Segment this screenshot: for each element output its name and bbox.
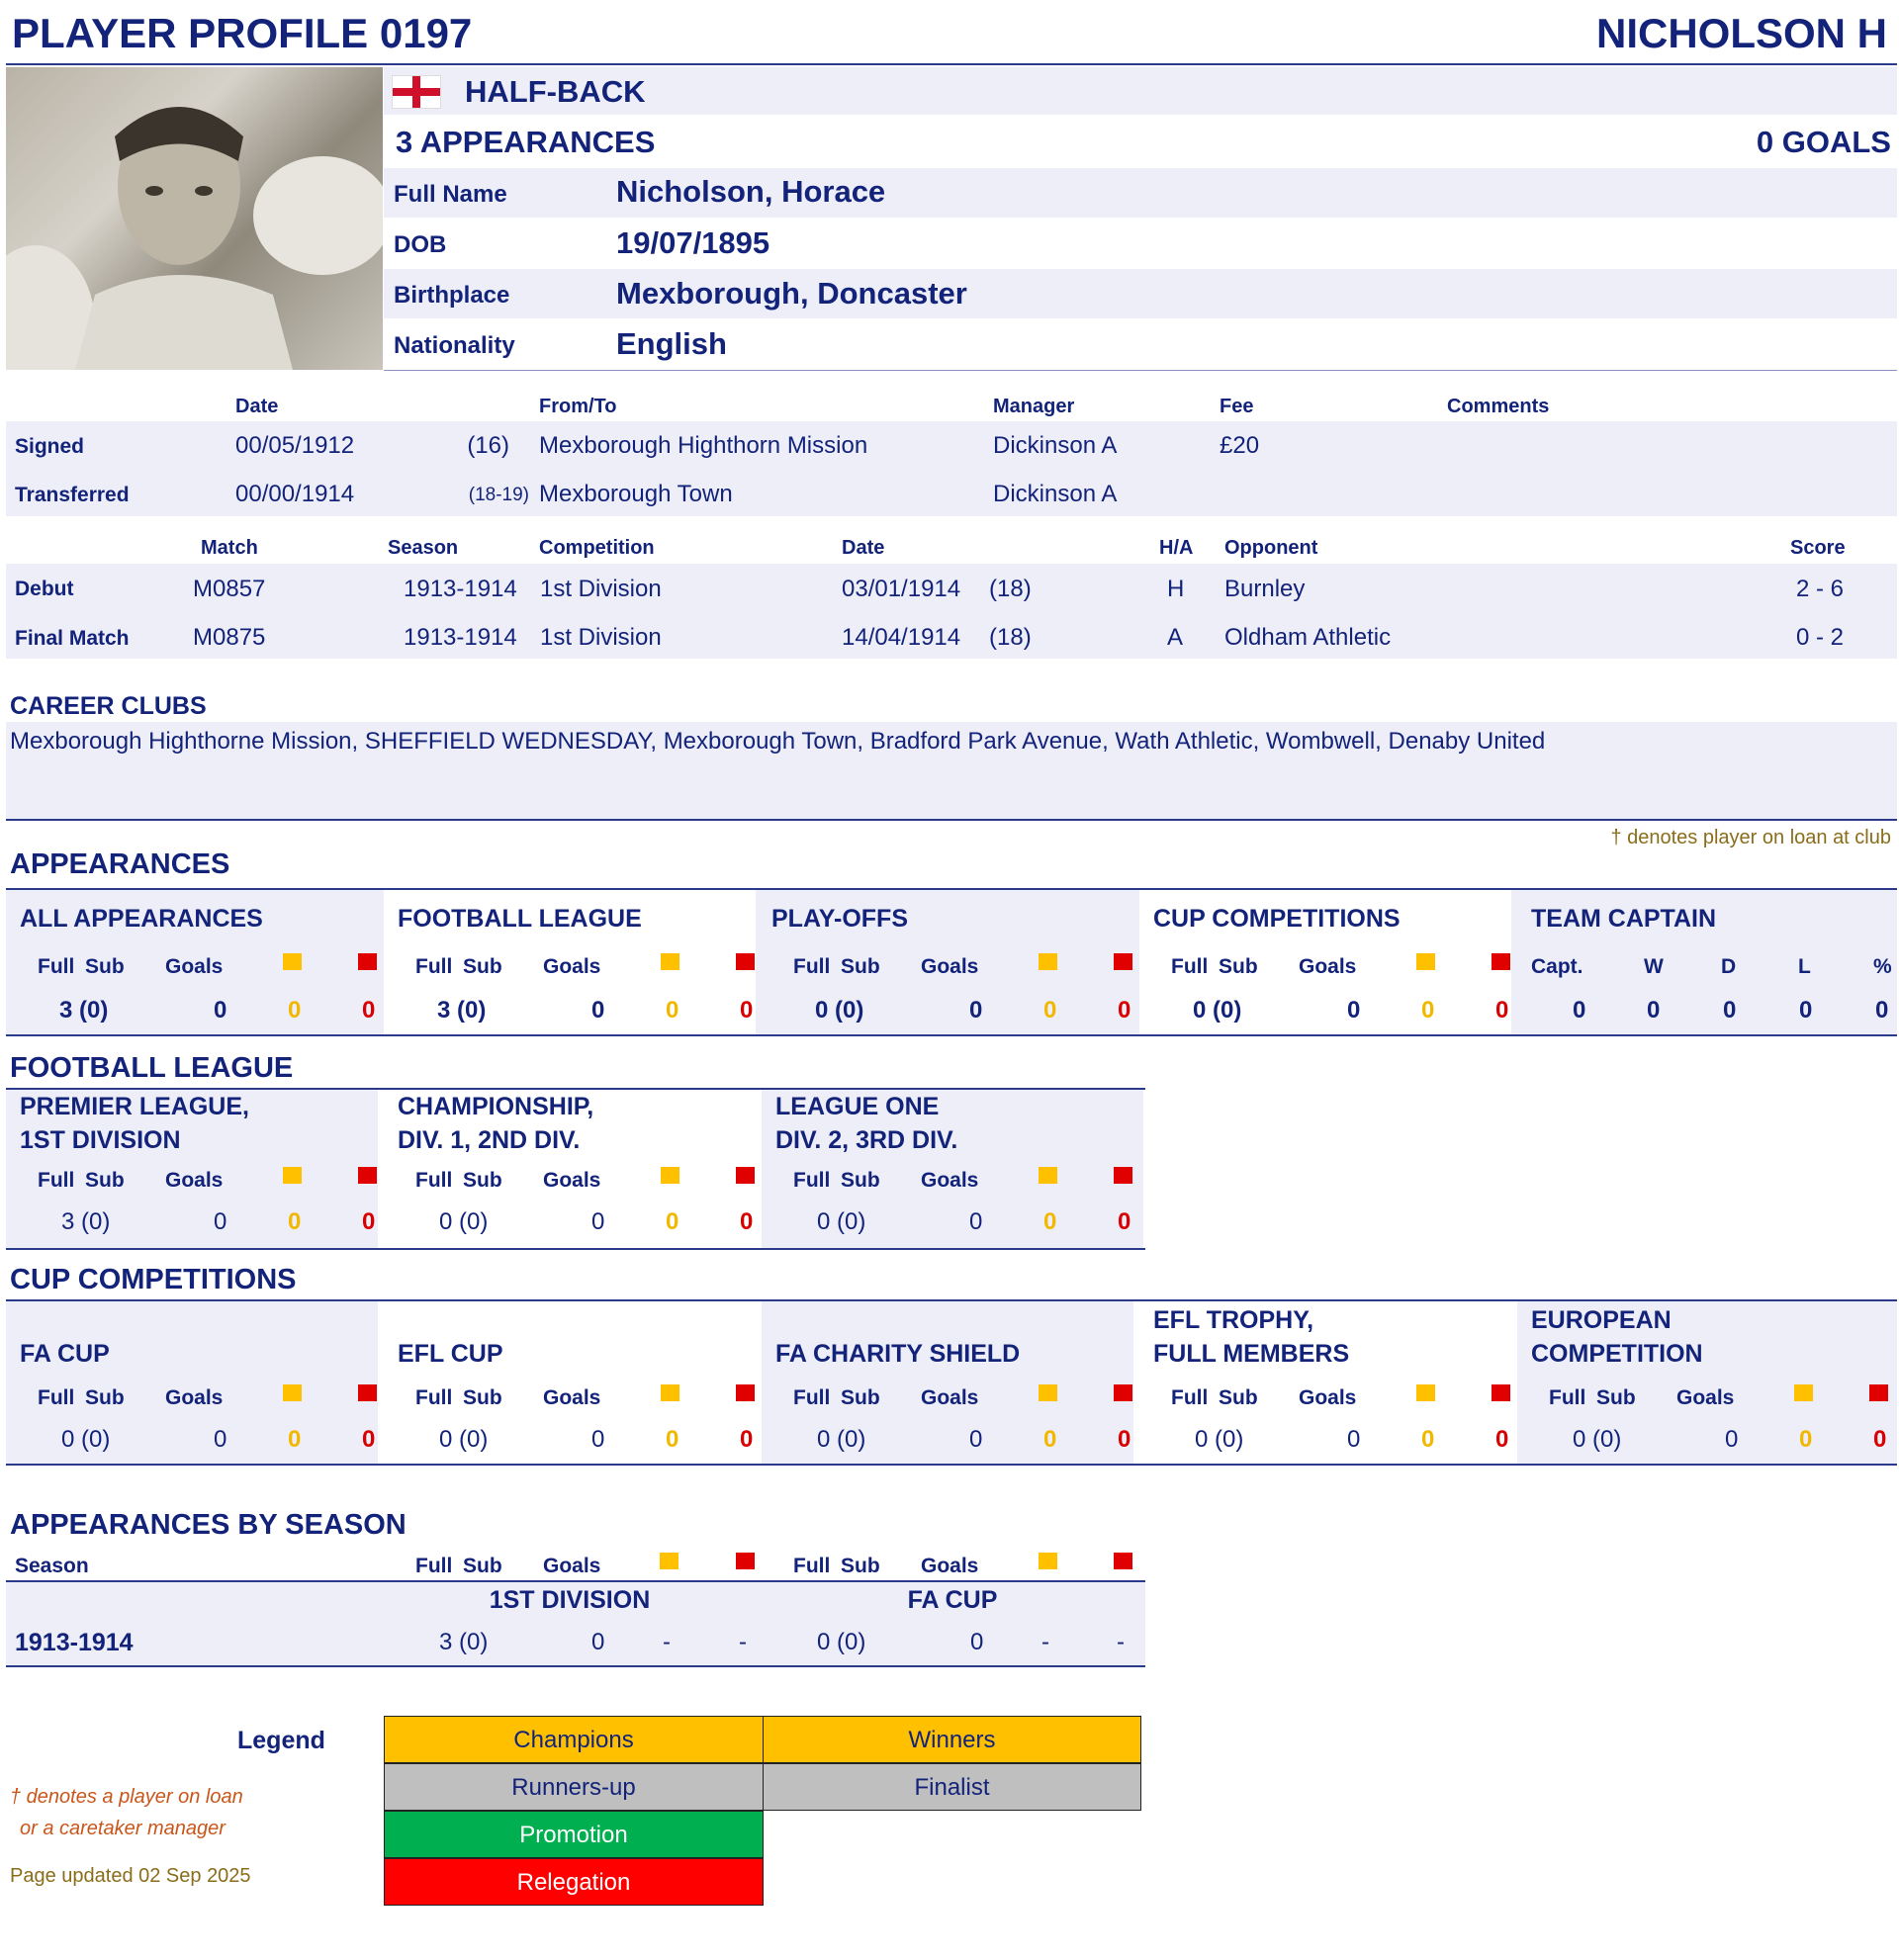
apps-value: 0 (0) bbox=[61, 1426, 111, 1453]
col-sub: Sub bbox=[85, 955, 125, 978]
goals-value: 0 bbox=[214, 997, 227, 1024]
yellow-value: 0 bbox=[1799, 1426, 1813, 1453]
player-photo bbox=[6, 67, 383, 370]
col-goals: Goals bbox=[1299, 955, 1357, 978]
col-capt: Capt. bbox=[1531, 955, 1583, 978]
col-goals: Goals bbox=[921, 1386, 979, 1409]
goals-value: 0 bbox=[591, 1208, 605, 1235]
goals-value: 0 bbox=[1725, 1426, 1739, 1453]
yellow-value: 0 bbox=[1043, 1208, 1057, 1235]
red-card-icon bbox=[1492, 953, 1510, 970]
match-label-debut: Debut bbox=[15, 578, 74, 600]
panel-league-one bbox=[762, 1090, 1143, 1248]
legend-note-2: or a caretaker manager bbox=[20, 1818, 226, 1839]
player-name-title: NICHOLSON H bbox=[1596, 10, 1887, 56]
panel-title-line2: DIV. 2, 3RD DIV. bbox=[775, 1126, 958, 1154]
match-header-score: Score bbox=[1790, 537, 1846, 559]
match-date-debut: 03/01/1914 bbox=[842, 576, 961, 602]
d-value: 0 bbox=[1723, 997, 1737, 1024]
red-value: 0 bbox=[740, 1208, 754, 1235]
yellow-value: 0 bbox=[288, 1426, 302, 1453]
by-season-bottom-rule bbox=[6, 1665, 1145, 1667]
red-card-icon bbox=[1869, 1384, 1888, 1401]
col-sub: Sub bbox=[841, 1555, 880, 1577]
bio-value-dob: 19/07/1895 bbox=[616, 225, 770, 260]
panel-play-offs bbox=[762, 890, 1133, 1034]
panel-fa-cup bbox=[6, 1301, 378, 1464]
transfer-header-comments: Comments bbox=[1447, 396, 1550, 417]
red-card-icon bbox=[358, 953, 377, 970]
panel-title-line1: EUROPEAN bbox=[1531, 1306, 1672, 1334]
w-value: 0 bbox=[1647, 997, 1661, 1024]
red-card-icon bbox=[358, 1384, 377, 1401]
season-group-1st-division: 1ST DIVISION bbox=[489, 1586, 651, 1614]
col-d: D bbox=[1721, 955, 1737, 978]
col-pct: % bbox=[1873, 955, 1892, 978]
appearances-title: APPEARANCES bbox=[10, 848, 230, 880]
panel-title: FOOTBALL LEAGUE bbox=[398, 905, 642, 933]
bio-value-nationality: English bbox=[616, 326, 727, 361]
match-header-season: Season bbox=[388, 537, 459, 559]
goals-value: 0 bbox=[969, 1208, 983, 1235]
col-sub: Sub bbox=[841, 1169, 880, 1192]
col-full: Full bbox=[1549, 1386, 1586, 1409]
match-season-final: 1913-1914 bbox=[404, 624, 517, 651]
appearances-bottom-rule bbox=[6, 1034, 1897, 1036]
red-card-icon bbox=[1114, 1384, 1132, 1401]
legend-runners-up: Runners-up bbox=[384, 1763, 764, 1811]
col-full: Full bbox=[793, 1169, 831, 1192]
apps-value: 0 (0) bbox=[1195, 1426, 1244, 1453]
transfer-manager-signed: Dickinson A bbox=[993, 432, 1118, 459]
match-season-debut: 1913-1914 bbox=[404, 576, 517, 602]
season-g2-apps: 0 (0) bbox=[817, 1629, 866, 1655]
goals-value: 0 bbox=[214, 1208, 227, 1235]
yellow-card-icon bbox=[1794, 1384, 1813, 1401]
red-card-icon bbox=[1114, 1167, 1132, 1184]
panel-title: ALL APPEARANCES bbox=[20, 905, 263, 933]
yellow-card-icon bbox=[283, 1384, 302, 1401]
match-header-ha: H/A bbox=[1159, 537, 1194, 559]
panel-title-line2: DIV. 1, 2ND DIV. bbox=[398, 1126, 581, 1154]
red-card-icon bbox=[358, 1167, 377, 1184]
match-header-match: Match bbox=[201, 537, 258, 559]
panel-championship bbox=[384, 1090, 756, 1248]
football-league-bottom-rule bbox=[6, 1248, 1145, 1250]
cup-competitions-title: CUP COMPETITIONS bbox=[10, 1264, 297, 1295]
goals-value: 0 bbox=[969, 1426, 983, 1453]
goals-value: 0 bbox=[591, 997, 605, 1024]
legend-promotion: Promotion bbox=[384, 1811, 764, 1858]
transfer-date-signed: 00/05/1912 bbox=[235, 432, 355, 459]
bio-value-birthplace: Mexborough, Doncaster bbox=[616, 276, 967, 311]
panel-efl-trophy bbox=[1139, 1301, 1511, 1464]
legend-winners: Winners bbox=[763, 1716, 1141, 1763]
yellow-value: 0 bbox=[288, 1208, 302, 1235]
yellow-card-icon bbox=[283, 953, 302, 970]
football-league-title: FOOTBALL LEAGUE bbox=[10, 1052, 294, 1084]
yellow-card-icon bbox=[660, 1553, 678, 1569]
goals-value: 0 bbox=[1347, 997, 1361, 1024]
red-card-icon bbox=[1114, 1553, 1132, 1569]
red-card-icon bbox=[736, 953, 755, 970]
match-score-final: 0 - 2 bbox=[1796, 624, 1845, 651]
transfer-header-fromto: From/To bbox=[539, 396, 617, 417]
bio-label-fullname: Full Name bbox=[394, 181, 507, 208]
match-opponent-debut: Burnley bbox=[1224, 576, 1306, 602]
col-goals: Goals bbox=[543, 955, 601, 978]
panel-cup-competitions bbox=[1139, 890, 1511, 1034]
apps-value: 0 (0) bbox=[817, 1208, 866, 1235]
match-score-debut: 2 - 6 bbox=[1796, 576, 1845, 602]
bio-band-1 bbox=[384, 168, 1897, 218]
col-full: Full bbox=[38, 1386, 75, 1409]
col-full: Full bbox=[1171, 955, 1209, 978]
career-clubs-title: CAREER CLUBS bbox=[10, 692, 207, 720]
season-g2-yellow: - bbox=[1041, 1629, 1049, 1655]
season-group-fa-cup: FA CUP bbox=[907, 1586, 998, 1614]
red-card-icon bbox=[736, 1553, 755, 1569]
red-card-icon bbox=[736, 1167, 755, 1184]
cups-bottom-rule bbox=[6, 1464, 1897, 1466]
bio-label-birthplace: Birthplace bbox=[394, 282, 510, 309]
col-goals: Goals bbox=[165, 1169, 224, 1192]
bio-label-dob: DOB bbox=[394, 231, 447, 258]
yellow-card-icon bbox=[1039, 1167, 1057, 1184]
red-value: 0 bbox=[1495, 997, 1509, 1024]
apps-value: 0 (0) bbox=[1193, 997, 1242, 1024]
transfer-label-signed: Signed bbox=[15, 435, 85, 458]
match-competition-final: 1st Division bbox=[540, 624, 662, 651]
red-card-icon bbox=[1492, 1384, 1510, 1401]
transfer-label-transferred: Transferred bbox=[15, 484, 130, 506]
yellow-card-icon bbox=[1416, 953, 1435, 970]
apps-value: 0 (0) bbox=[1573, 1426, 1622, 1453]
legend-relegation: Relegation bbox=[384, 1858, 764, 1906]
col-l: L bbox=[1798, 955, 1811, 978]
panel-title-line2: COMPETITION bbox=[1531, 1340, 1703, 1368]
goals-value: 0 bbox=[591, 1426, 605, 1453]
apps-value: 0 (0) bbox=[439, 1208, 489, 1235]
col-full: Full bbox=[793, 955, 831, 978]
yellow-card-icon bbox=[1039, 1553, 1057, 1569]
col-sub: Sub bbox=[1219, 1386, 1258, 1409]
col-full: Full bbox=[415, 1169, 453, 1192]
bio-label-nationality: Nationality bbox=[394, 332, 515, 359]
col-sub: Sub bbox=[1596, 1386, 1636, 1409]
loan-note: † denotes player on loan at club bbox=[1610, 827, 1891, 848]
col-sub: Sub bbox=[463, 1555, 502, 1577]
yellow-value: 0 bbox=[288, 997, 302, 1024]
col-sub: Sub bbox=[841, 955, 880, 978]
panel-title-line2: FULL MEMBERS bbox=[1153, 1340, 1350, 1368]
yellow-value: 0 bbox=[666, 1426, 679, 1453]
panel-team-captain bbox=[1517, 890, 1897, 1034]
match-competition-debut: 1st Division bbox=[540, 576, 662, 602]
transfer-header-date: Date bbox=[235, 396, 279, 417]
red-value: 0 bbox=[362, 1208, 376, 1235]
col-season: Season bbox=[15, 1555, 89, 1577]
match-id-final: M0875 bbox=[193, 624, 266, 651]
col-full: Full bbox=[38, 955, 75, 978]
red-value: 0 bbox=[1118, 997, 1131, 1024]
england-flag-icon bbox=[392, 75, 441, 109]
panel-all-appearances bbox=[6, 890, 378, 1034]
col-w: W bbox=[1644, 955, 1664, 978]
col-sub: Sub bbox=[463, 955, 502, 978]
legend-finalist: Finalist bbox=[763, 1763, 1141, 1811]
col-full: Full bbox=[415, 955, 453, 978]
transfer-manager-transferred: Dickinson A bbox=[993, 481, 1118, 507]
red-value: 0 bbox=[362, 1426, 376, 1453]
col-goals: Goals bbox=[921, 1169, 979, 1192]
match-id-debut: M0857 bbox=[193, 576, 266, 602]
apps-value: 0 (0) bbox=[439, 1426, 489, 1453]
career-clubs-list: Mexborough Highthorne Mission, SHEFFIELD WEDNESDAY, Mexborough Town, Bradford Park Avenue, Wath Athletic, Wombwell, Denaby United bbox=[10, 728, 1546, 755]
match-header-date: Date bbox=[842, 537, 885, 559]
apps-value: 0 (0) bbox=[817, 1426, 866, 1453]
panel-title-line2: 1ST DIVISION bbox=[20, 1126, 181, 1154]
transfer-header-fee: Fee bbox=[1220, 396, 1254, 417]
apps-value: 0 (0) bbox=[815, 997, 864, 1024]
legend-note-1: † denotes a player on loan bbox=[10, 1786, 243, 1808]
match-ha-debut: H bbox=[1167, 576, 1185, 602]
yellow-value: 0 bbox=[1043, 1426, 1057, 1453]
pct-value: 0 bbox=[1875, 997, 1889, 1024]
col-full: Full bbox=[38, 1169, 75, 1192]
col-full: Full bbox=[415, 1555, 453, 1577]
red-value: 0 bbox=[740, 1426, 754, 1453]
header-rule bbox=[6, 63, 1897, 65]
red-card-icon bbox=[1114, 953, 1132, 970]
panel-efl-cup bbox=[384, 1301, 756, 1464]
col-goals: Goals bbox=[543, 1386, 601, 1409]
apps-value: 3 (0) bbox=[59, 997, 109, 1024]
total-appearances: 3 APPEARANCES bbox=[396, 125, 656, 159]
col-goals: Goals bbox=[543, 1169, 601, 1192]
red-value: 0 bbox=[1118, 1208, 1131, 1235]
col-goals: Goals bbox=[1299, 1386, 1357, 1409]
bio-rule bbox=[384, 370, 1897, 371]
yellow-value: 0 bbox=[1421, 1426, 1435, 1453]
red-value: 0 bbox=[740, 997, 754, 1024]
career-rule bbox=[6, 819, 1897, 821]
col-sub: Sub bbox=[463, 1386, 502, 1409]
panel-title-line1: EFL TROPHY, bbox=[1153, 1306, 1314, 1334]
by-season-title: APPEARANCES BY SEASON bbox=[10, 1509, 407, 1541]
red-value: 0 bbox=[362, 997, 376, 1024]
legend-title: Legend bbox=[237, 1727, 325, 1754]
transfer-age-transferred: (18-19) bbox=[468, 485, 529, 505]
transfer-club-signed: Mexborough Highthorn Mission bbox=[539, 432, 868, 459]
yellow-card-icon bbox=[283, 1167, 302, 1184]
season-g1-goals: 0 bbox=[591, 1629, 605, 1655]
match-header-competition: Competition bbox=[539, 537, 655, 559]
season-row-label: 1913-1914 bbox=[15, 1629, 134, 1656]
match-age-final: (18) bbox=[989, 624, 1032, 651]
yellow-card-icon bbox=[1416, 1384, 1435, 1401]
col-full: Full bbox=[415, 1386, 453, 1409]
red-value: 0 bbox=[1495, 1426, 1509, 1453]
goals-value: 0 bbox=[1347, 1426, 1361, 1453]
match-label-final: Final Match bbox=[15, 627, 130, 650]
total-goals: 0 GOALS bbox=[1756, 125, 1891, 159]
panel-title: PLAY-OFFS bbox=[771, 905, 908, 933]
panel-title: TEAM CAPTAIN bbox=[1531, 905, 1717, 933]
panel-title-line2: EFL CUP bbox=[398, 1340, 503, 1368]
panel-fa-charity-shield bbox=[762, 1301, 1133, 1464]
col-full: Full bbox=[793, 1555, 831, 1577]
yellow-card-icon bbox=[661, 1167, 679, 1184]
bio-band-2 bbox=[384, 269, 1897, 318]
col-sub: Sub bbox=[85, 1386, 125, 1409]
panel-title-line1: CHAMPIONSHIP, bbox=[398, 1093, 594, 1120]
page-updated: Page updated 02 Sep 2025 bbox=[10, 1865, 251, 1887]
yellow-value: 0 bbox=[666, 997, 679, 1024]
panel-title-line1: LEAGUE ONE bbox=[775, 1093, 940, 1120]
transfer-age-signed: (16) bbox=[467, 432, 509, 459]
col-full: Full bbox=[793, 1386, 831, 1409]
yellow-value: 0 bbox=[666, 1208, 679, 1235]
season-g2-red: - bbox=[1117, 1629, 1125, 1655]
yellow-card-icon bbox=[661, 1384, 679, 1401]
yellow-card-icon bbox=[661, 953, 679, 970]
col-sub: Sub bbox=[463, 1169, 502, 1192]
col-goals: Goals bbox=[921, 955, 979, 978]
l-value: 0 bbox=[1799, 997, 1813, 1024]
panel-premier-league bbox=[6, 1090, 378, 1248]
col-goals: Goals bbox=[165, 955, 224, 978]
col-goals: Goals bbox=[921, 1555, 979, 1577]
apps-value: 3 (0) bbox=[61, 1208, 111, 1235]
col-goals: Goals bbox=[543, 1555, 601, 1577]
goals-value: 0 bbox=[969, 997, 983, 1024]
capt-value: 0 bbox=[1573, 997, 1586, 1024]
panel-title-line1: PREMIER LEAGUE, bbox=[20, 1093, 249, 1120]
red-card-icon bbox=[736, 1384, 755, 1401]
match-date-final: 14/04/1914 bbox=[842, 624, 961, 651]
col-full: Full bbox=[1171, 1386, 1209, 1409]
panel-title: CUP COMPETITIONS bbox=[1153, 905, 1401, 933]
apps-value: 3 (0) bbox=[437, 997, 487, 1024]
red-value: 0 bbox=[1873, 1426, 1887, 1453]
match-header-opponent: Opponent bbox=[1224, 537, 1318, 559]
legend-champions: Champions bbox=[384, 1716, 764, 1763]
match-opponent-final: Oldham Athletic bbox=[1224, 624, 1392, 651]
yellow-value: 0 bbox=[1421, 997, 1435, 1024]
player-position: HALF-BACK bbox=[465, 74, 646, 109]
transfer-date-transferred: 00/00/1914 bbox=[235, 481, 355, 507]
col-goals: Goals bbox=[1676, 1386, 1735, 1409]
panel-title-line2: FA CUP bbox=[20, 1340, 110, 1368]
transfer-fee-signed: £20 bbox=[1220, 432, 1260, 459]
panel-title-line2: FA CHARITY SHIELD bbox=[775, 1340, 1021, 1368]
season-g2-goals: 0 bbox=[970, 1629, 984, 1655]
season-g1-red: - bbox=[739, 1629, 747, 1655]
bio-value-fullname: Nicholson, Horace bbox=[616, 174, 886, 209]
panel-football-league bbox=[384, 890, 756, 1034]
col-sub: Sub bbox=[85, 1169, 125, 1192]
season-g1-apps: 3 (0) bbox=[439, 1629, 489, 1655]
transfer-header-manager: Manager bbox=[993, 396, 1075, 417]
match-age-debut: (18) bbox=[989, 576, 1032, 602]
yellow-card-icon bbox=[1039, 1384, 1057, 1401]
profile-title: PLAYER PROFILE 0197 bbox=[12, 10, 473, 56]
col-goals: Goals bbox=[165, 1386, 224, 1409]
panel-european-competition bbox=[1517, 1301, 1897, 1464]
red-value: 0 bbox=[1118, 1426, 1131, 1453]
match-ha-final: A bbox=[1167, 624, 1184, 651]
yellow-value: 0 bbox=[1043, 997, 1057, 1024]
col-sub: Sub bbox=[1219, 955, 1258, 978]
transfer-club-transferred: Mexborough Town bbox=[539, 481, 733, 507]
goals-value: 0 bbox=[214, 1426, 227, 1453]
col-sub: Sub bbox=[841, 1386, 880, 1409]
season-g1-yellow: - bbox=[663, 1629, 671, 1655]
yellow-card-icon bbox=[1039, 953, 1057, 970]
